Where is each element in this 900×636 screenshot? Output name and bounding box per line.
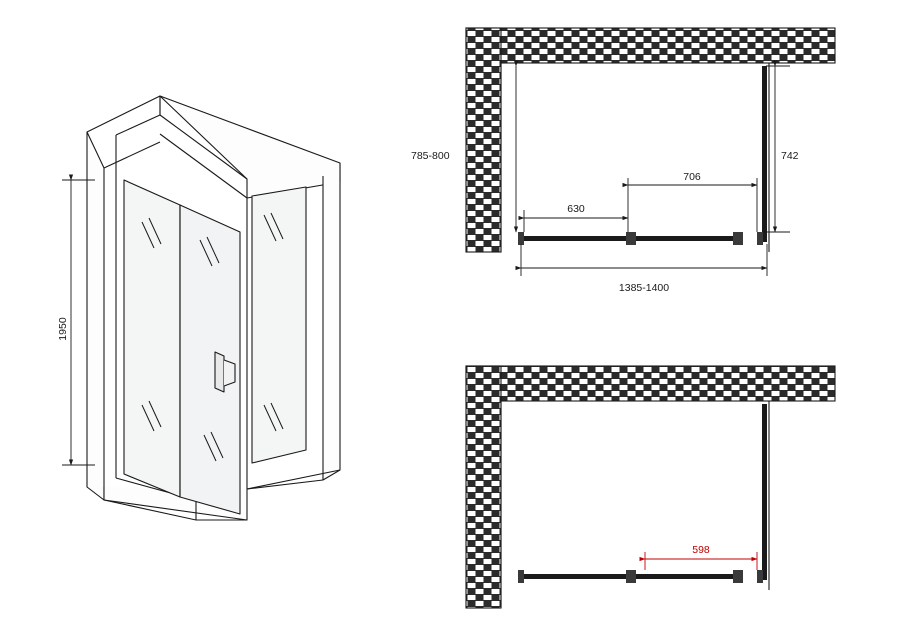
top-width-dimension [521,244,767,276]
top-room-outline [501,63,769,252]
top-width-label: 1385-1400 [618,282,670,294]
top-door-opening-label: 706 [683,171,701,183]
bottom-passage-label: 598 [692,544,710,556]
isometric-view [62,96,340,520]
top-side-panel-dimension [766,66,790,232]
top-wall-horizontal [466,28,835,63]
bottom-enclosure-plan [518,404,767,583]
top-wall-vertical [466,28,501,252]
iso-height-label: 1950 [57,317,69,341]
bottom-wall-horizontal [466,366,835,401]
plan-view-top [466,28,835,276]
top-door-opening-dimension [628,178,757,232]
top-fixed-panel-label: 630 [567,203,585,215]
bottom-wall-vertical [466,366,501,608]
top-side-panel-label: 742 [781,150,799,162]
top-depth-label: 785-800 [411,150,450,162]
plan-view-bottom [466,366,835,608]
